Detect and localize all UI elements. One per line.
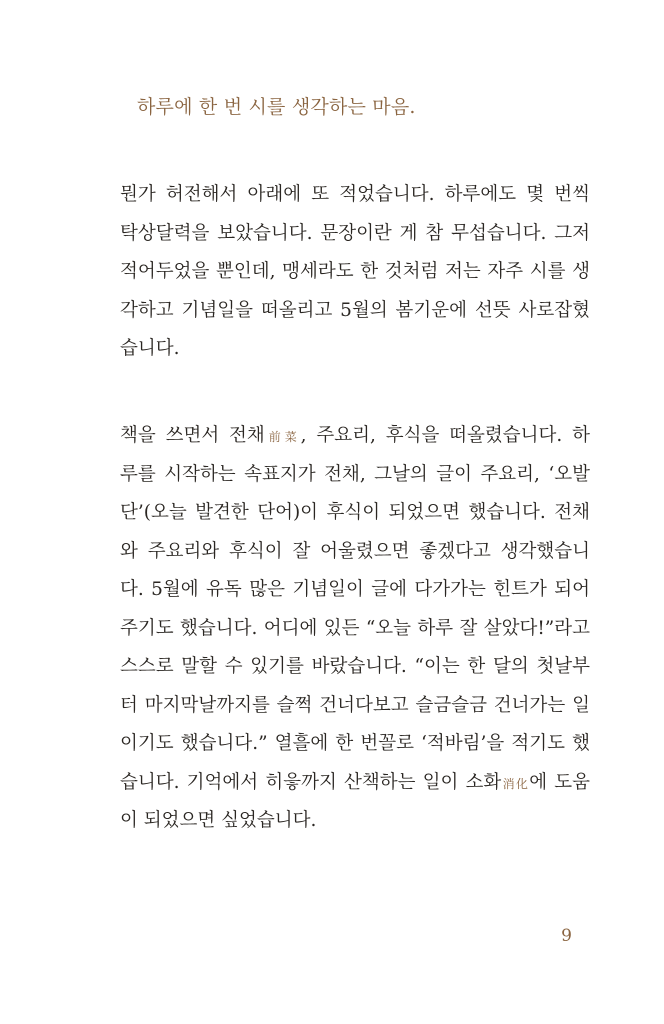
text-line: 각하고 기념일을 떠올리고 5월의 봄기운에 선뜻 사로잡혔 <box>120 299 590 321</box>
text-line: 적어두었을 뿐인데, 맹세라도 한 것처럼 저는 자주 시를 생 <box>120 261 590 282</box>
section-heading: 하루에 한 번 시를 생각하는 마음. <box>137 96 416 118</box>
text-line: 루를 시작하는 속표지가 전채, 그날의 글이 주요리, ‘오발 <box>120 463 590 485</box>
text-line: 이기도 했습니다.” 열흘에 한 번꼴로 ‘적바림’을 적기도 했 <box>120 733 590 754</box>
hanja-annotation: 消化 <box>501 776 530 791</box>
text-line: 다. 5월에 유독 많은 기념일이 글에 다가가는 힌트가 되어 <box>120 579 590 600</box>
text-segment: 습니다. 기억에서 히읗까지 산책하는 일이 소화 <box>120 771 502 793</box>
page-number: 9 <box>561 926 572 946</box>
text-line: 터 마지막날까지를 슬쩍 건너다보고 슬금슬금 건너가는 일 <box>120 694 590 716</box>
text-line <box>120 417 590 456</box>
text-line: 단’(오늘 발견한 단어)이 후식이 되었으면 했습니다. 전채 <box>120 502 590 523</box>
paragraph-2 <box>120 417 590 841</box>
text-line: 와 주요리와 후식이 잘 어울렸으면 좋겠다고 생각했습니 <box>120 540 590 562</box>
text-line: 탁상달력을 보았습니다. 문장이란 게 참 무섭습니다. 그저 <box>120 222 590 244</box>
text-segment: 에 도움 <box>529 771 590 793</box>
text-line: 스스로 말할 수 있기를 바랐습니다. “이는 한 달의 첫날부 <box>120 656 590 677</box>
text-line <box>120 764 590 803</box>
hanja-annotation: 前菜 <box>264 430 301 444</box>
text-line: 주기도 했습니다. 어디에 있든 “오늘 하루 잘 살았다!”라고 <box>120 617 590 639</box>
text-line: 습니다. <box>120 338 180 359</box>
text-line: 뭔가 허전해서 아래에 또 적었습니다. 하루에도 몇 번씩 <box>120 184 590 205</box>
text-segment: 책을 쓰면서 전채 <box>120 425 265 446</box>
text-segment: , 주요리, 후식을 떠올렸습니다. 하 <box>300 425 590 446</box>
paragraph-1 <box>120 176 590 369</box>
text-line: 이 되었으면 싶었습니다. <box>120 810 317 831</box>
